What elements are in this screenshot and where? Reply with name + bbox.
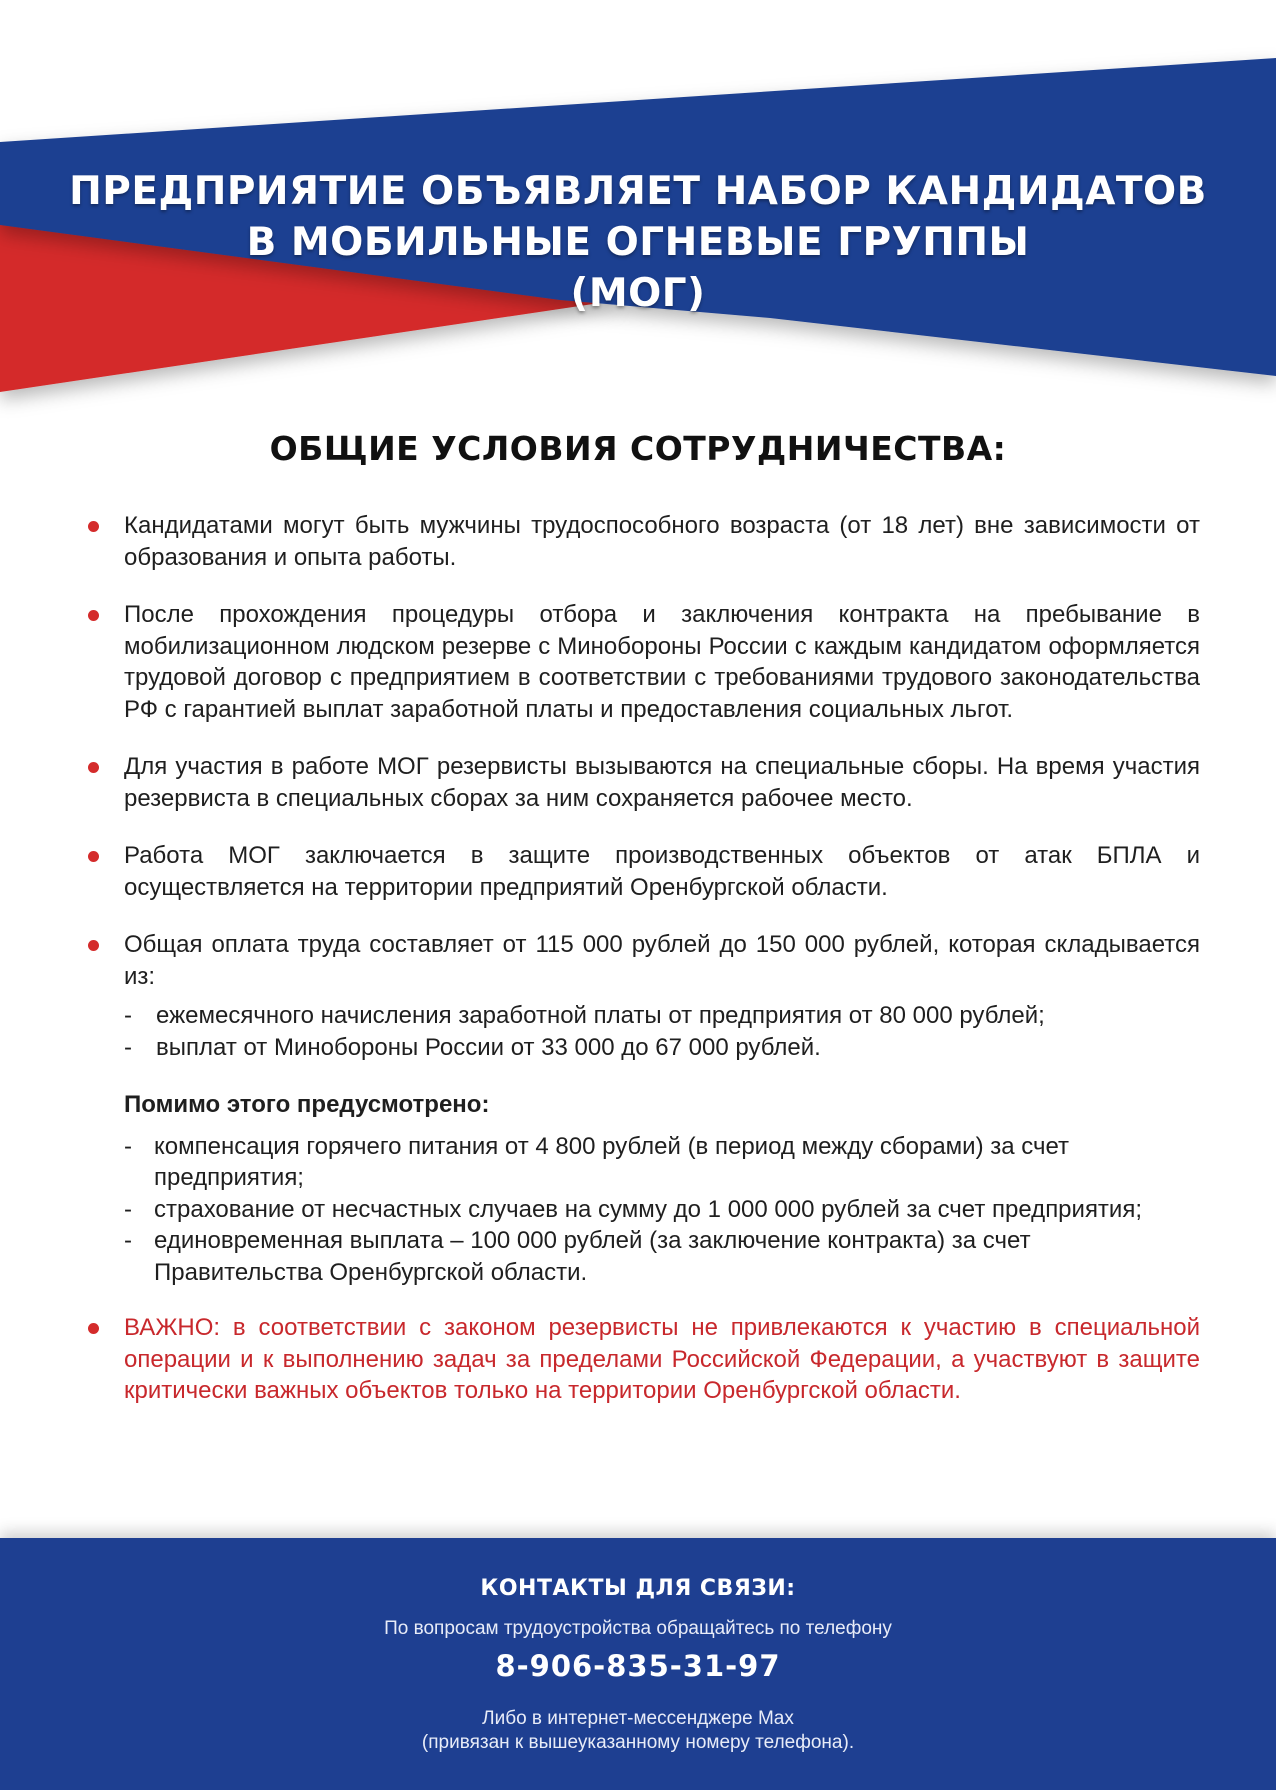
salary-subitem <box>124 1032 1200 1064</box>
list-item <box>88 751 1200 814</box>
bullet-dot-icon <box>88 521 99 532</box>
important-text: ВАЖНО: в соответствии с законом резервисты не привлекаются к участию в специальной операции и к выполнению задач за пределами Российской Федерации, а участвуют в защите критически важных объектов только на территории Оренбургской области. <box>124 1314 1200 1404</box>
title-line-2: В МОБИЛЬНЫЕ ОГНЕВЫЕ ГРУППЫ <box>246 220 1030 265</box>
extras-item-text: страхование от несчастных случаев на сумму до 1 000 000 рублей за счет предприятия; <box>154 1195 1142 1223</box>
title-line-1: ПРЕДПРИЯТИЕ ОБЪЯВЛЯЕТ НАБОР КАНДИДАТОВ <box>69 169 1207 214</box>
contacts-title: КОНТАКТЫ ДЛЯ СВЯЗИ: <box>480 1576 796 1601</box>
header-banner <box>0 0 1276 420</box>
title-line-3: (МОГ) <box>570 271 706 316</box>
important-notice <box>88 1312 1200 1407</box>
bullet-dot-icon <box>88 610 99 621</box>
salary-breakdown <box>124 1000 1200 1063</box>
salary-subitem-text: ежемесячного начисления заработной платы от предприятия от 80 000 рублей; <box>156 1002 1045 1029</box>
page-title <box>0 166 1276 319</box>
contacts-footer <box>0 1538 1276 1790</box>
bullet-dot-icon <box>88 940 99 951</box>
extras-list <box>124 1131 1200 1289</box>
bullet-dot-icon <box>88 851 99 862</box>
bullet-dot-icon <box>88 1323 99 1334</box>
dash-icon: - <box>124 1132 132 1160</box>
salary-subitem <box>124 1000 1200 1032</box>
conditions-list <box>88 510 1200 1433</box>
dash-icon: - <box>124 1002 132 1029</box>
dash-icon: - <box>124 1227 132 1254</box>
phone-number[interactable]: 8-906-835-31-97 <box>495 1649 781 1683</box>
extras-item-text: единовременная выплата – 100 000 рублей (за заключение контракта) за счет Правительства Оренбургской области. <box>154 1227 1031 1286</box>
extras-item <box>124 1194 1200 1226</box>
extras-title: Помимо этого предусмотрено: <box>124 1091 490 1118</box>
list-item-salary <box>88 929 1200 1063</box>
extras-item <box>124 1131 1200 1194</box>
list-item <box>88 510 1200 573</box>
messenger-note: Либо в интернет-мессенджере Max <box>482 1708 794 1729</box>
bullet-text: После прохождения процедуры отбора и заключения контракта на пребывание в мобилизационном людском резерве с Минобороны России с каждым кандидатом оформляется трудовой договор с предприятием в соответствии с требованиями трудового законодательства РФ с гарантией выплат заработной платы и предоставления социальных льгот. <box>124 601 1200 723</box>
list-item <box>88 599 1200 725</box>
dash-icon: - <box>124 1195 132 1223</box>
extras-item-text: компенсация горячего питания от 4 800 рублей (в период между сборами) за счет предприятия; <box>154 1132 1070 1191</box>
bullet-text: Общая оплата труда составляет от 115 000 рублей до 150 000 рублей, которая складывается из: <box>124 931 1200 990</box>
messenger-note-detail: (привязан к вышеуказанному номеру телефона). <box>421 1732 855 1753</box>
bullet-dot-icon <box>88 762 99 773</box>
bullet-text: Кандидатами могут быть мужчины трудоспособного возраста (от 18 лет) вне зависимости от образования и опыта работы. <box>124 512 1200 571</box>
section-heading: ОБЩИЕ УСЛОВИЯ СОТРУДНИЧЕСТВА: <box>269 429 1007 468</box>
bullet-text: Для участия в работе МОГ резервисты вызываются на специальные сборы. На время участия резервиста в специальных сборах за ним сохраняется рабочее место. <box>124 753 1200 812</box>
list-item <box>88 840 1200 903</box>
dash-icon: - <box>124 1033 132 1061</box>
extras-block <box>88 1089 1200 1288</box>
contacts-description: По вопросам трудоустройства обращайтесь по телефону <box>384 1618 892 1639</box>
bullet-text: Работа МОГ заключается в защите производственных объектов от атак БПЛА и осуществляется на территории предприятий Оренбургской области. <box>124 842 1200 901</box>
extras-item <box>124 1225 1200 1288</box>
salary-subitem-text: выплат от Минобороны России от 33 000 до 67 000 рублей. <box>156 1033 821 1061</box>
